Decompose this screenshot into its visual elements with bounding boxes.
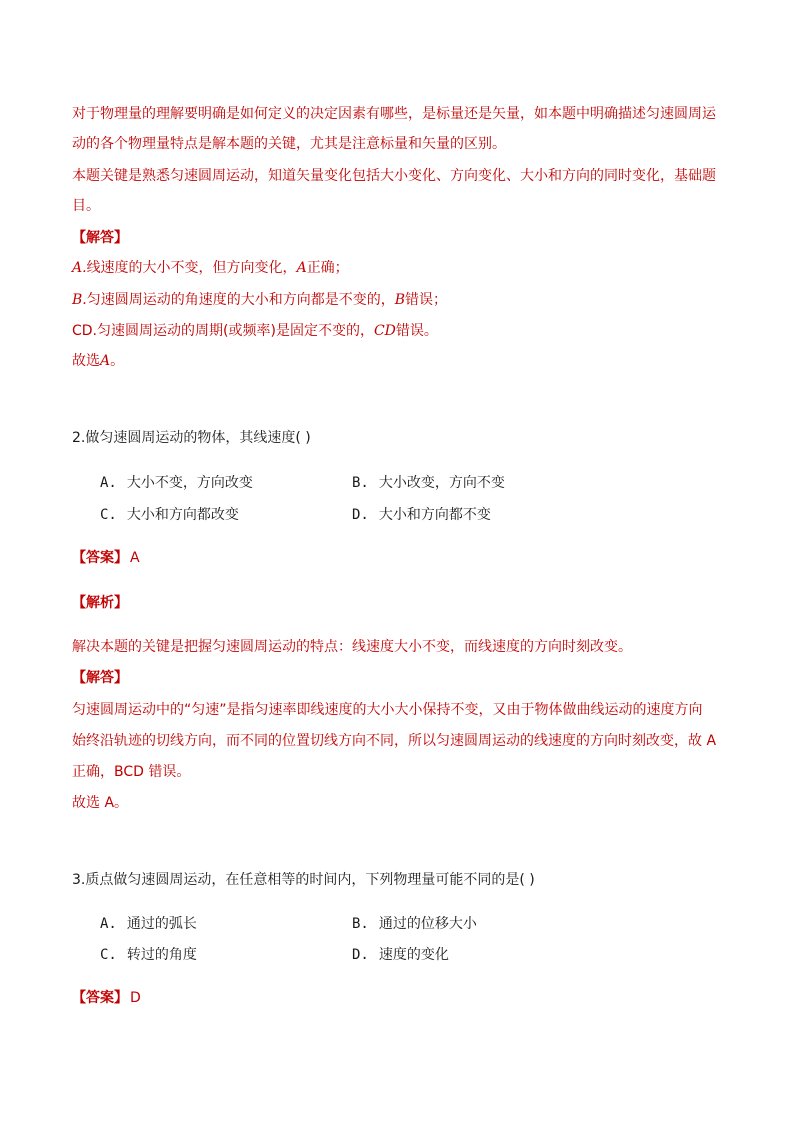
option-text: 大小和方向都改变 xyxy=(126,507,239,523)
q3-answer xyxy=(72,988,141,1008)
option-text: 通过的位移大小 xyxy=(378,916,477,932)
q3-stem: 3.质点做匀速圆周运动，在任意相等的时间内，下列物理量可能不同的是( ) xyxy=(72,872,535,888)
answer-value: A xyxy=(130,550,140,566)
option-text: 大小改变，方向不变 xyxy=(378,475,505,491)
q1-solution-label: 【解答】 xyxy=(72,230,128,246)
q2-option-b[interactable] xyxy=(352,473,505,493)
option-text: 大小不变，方向改变 xyxy=(126,475,253,491)
q1-solution-b xyxy=(72,290,447,310)
q2-analysis-text: 解决本题的关键是把握匀速圆周运动的特点：线速度大小不变，而线速度的方向时刻改变。 xyxy=(72,639,632,655)
solution-text: 线速度的大小不变，但方向变化， xyxy=(86,260,297,276)
intro-paragraph-2-line-2: 目。 xyxy=(72,198,100,214)
solution-verdict: 正确； xyxy=(306,260,349,276)
option-key: D. xyxy=(352,947,369,963)
option-ref: B xyxy=(394,292,406,308)
answer-value: D xyxy=(130,990,141,1006)
option-text: 转过的角度 xyxy=(126,947,197,963)
q2-solution-line-1: 匀速圆周运动中的“匀速”是指匀速率即线速度的大小大小保持不变，又由于物体做曲线运动的速度方向 xyxy=(72,702,703,718)
q2-solution-label: 【解答】 xyxy=(72,670,128,686)
q2-stem: 2.做匀速圆周运动的物体，其线速度( ) xyxy=(72,430,311,446)
solution-text: 匀速圆周运动的角速度的大小和方向都是不变的， xyxy=(86,292,395,308)
intro-paragraph-1-line-2: 动的各个物理量特点是解本题的关键，尤其是注意标量和矢量的区别。 xyxy=(72,136,506,152)
q2-option-c[interactable] xyxy=(100,505,239,525)
final-prefix: 故选 xyxy=(72,353,100,369)
option-ref: A xyxy=(100,353,111,369)
q1-solution-a xyxy=(72,258,349,278)
option-key: A. xyxy=(100,916,117,932)
answer-label: 【答案】 xyxy=(72,990,128,1006)
solution-verdict: 错误。 xyxy=(395,323,438,339)
q3-option-b[interactable] xyxy=(352,914,477,934)
option-key: C. xyxy=(100,947,117,963)
solution-verdict: 错误； xyxy=(405,292,448,308)
option-ref: A xyxy=(296,260,307,276)
q2-solution-line-2: 始终沿轨迹的切线方向，而不同的位置切线方向不同，所以匀速圆周运动的线速度的方向时刻改变，故 A xyxy=(72,733,717,749)
q2-option-d[interactable] xyxy=(352,505,491,525)
q2-analysis-label: 【解析】 xyxy=(72,595,128,611)
q3-option-c[interactable] xyxy=(100,945,197,965)
option-key: B. xyxy=(352,916,369,932)
option-text: 大小和方向都不变 xyxy=(378,507,491,523)
option-key: A. xyxy=(100,475,117,491)
answer-label: 【答案】 xyxy=(72,550,128,566)
option-ref: CD xyxy=(373,323,396,339)
option-key: CD. xyxy=(72,323,98,339)
q2-final-answer: 故选 A。 xyxy=(72,795,129,811)
q2-answer xyxy=(72,548,140,568)
option-key: B. xyxy=(72,292,87,308)
option-text: 通过的弧长 xyxy=(126,916,197,932)
intro-paragraph-2-line-1: 本题关键是熟悉匀速圆周运动，知道矢量变化包括大小变化、方向变化、大小和方向的同时变化，基础题 xyxy=(72,168,716,184)
q3-option-a[interactable] xyxy=(100,914,197,934)
option-key: A. xyxy=(72,260,87,276)
q3-option-d[interactable] xyxy=(352,945,449,965)
q1-solution-cd xyxy=(72,321,438,341)
q2-option-a[interactable] xyxy=(100,473,253,493)
q1-final-answer xyxy=(72,351,124,371)
intro-paragraph-1-line-1: 对于物理量的理解要明确是如何定义的决定因素有哪些，是标量还是矢量，如本题中明确描述匀速圆周运 xyxy=(72,106,716,122)
option-key: C. xyxy=(100,507,117,523)
option-key: D. xyxy=(352,507,369,523)
option-text: 速度的变化 xyxy=(378,947,449,963)
solution-text: 匀速圆周运动的周期(或频率)是固定不变的， xyxy=(97,323,374,339)
q2-solution-line-3: 正确，BCD 错误。 xyxy=(72,764,191,780)
final-suffix: 。 xyxy=(110,353,125,369)
option-key: B. xyxy=(352,475,369,491)
